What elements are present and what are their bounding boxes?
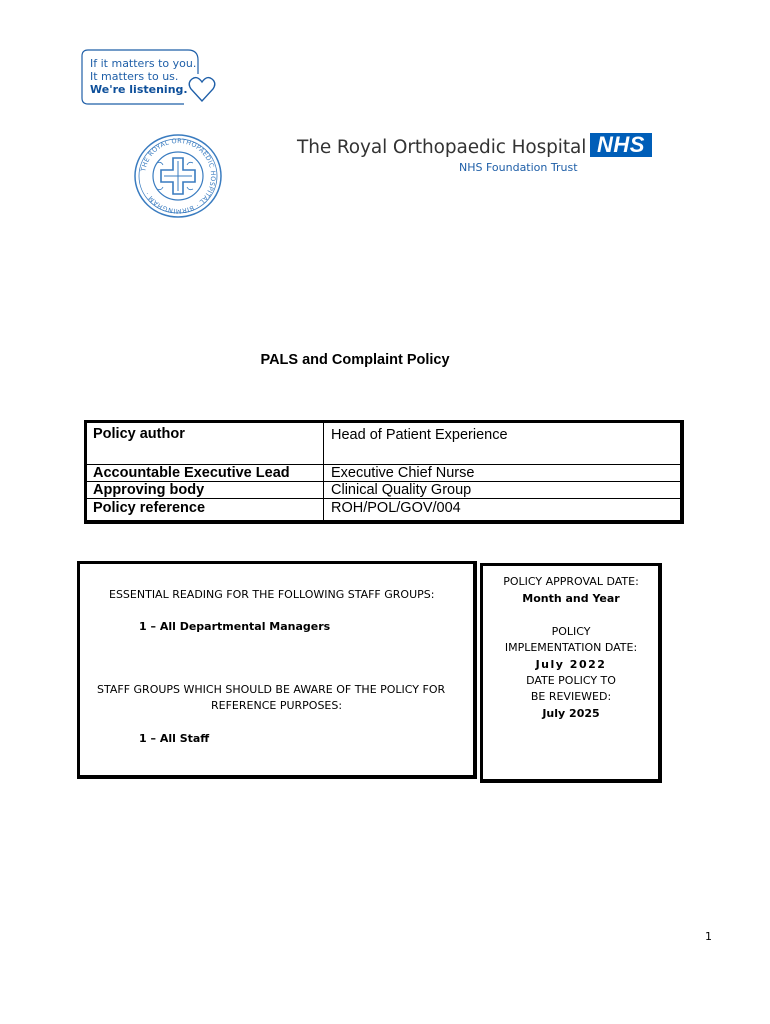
aware-group-1: 1 – All Staff <box>139 732 210 745</box>
hospital-name: The Royal Orthopaedic Hospital <box>297 137 587 158</box>
nhs-logo: NHS <box>590 133 652 157</box>
aware-heading-line-2: REFERENCE PURPOSES: <box>211 699 343 712</box>
executive-lead-label: Accountable Executive Lead <box>93 465 290 481</box>
document-title: PALS and Complaint Policy <box>260 352 450 368</box>
essential-reading-box <box>77 561 477 779</box>
review-date-value: July 2025 <box>542 707 600 720</box>
listening-badge <box>80 48 220 108</box>
implementation-date-value: July 2022 <box>535 658 607 671</box>
badge-line-3: We're listening. <box>90 83 188 96</box>
executive-lead-value: Executive Chief Nurse <box>331 465 475 481</box>
approval-date-value: Month and Year <box>522 592 620 605</box>
essential-heading: ESSENTIAL READING FOR THE FOLLOWING STAFF GROUPS: <box>109 588 435 601</box>
badge-line-2: It matters to us. <box>90 70 179 83</box>
trust-name: NHS Foundation Trust <box>459 161 578 174</box>
policy-author-value: Head of Patient Experience <box>331 427 508 443</box>
aware-heading-line-1: STAFF GROUPS WHICH SHOULD BE AWARE OF THE POLICY FOR <box>97 683 446 696</box>
seal-icon <box>133 133 223 219</box>
approval-date-label: POLICY APPROVAL DATE: <box>503 575 639 588</box>
policy-reference-value: ROH/POL/GOV/004 <box>331 500 461 516</box>
review-label-2: BE REVIEWED: <box>530 690 612 703</box>
review-label-1: DATE POLICY TO <box>526 674 616 687</box>
badge-line-1: If it matters to you. <box>90 57 197 70</box>
svg-text:THE ROYAL ORTHOPAEDIC HOSPITAL: THE ROYAL ORTHOPAEDIC HOSPITAL · BIRMINGHAM · <box>139 136 218 216</box>
implementation-label-1: POLICY <box>551 625 591 638</box>
approving-body-value: Clinical Quality Group <box>331 482 472 498</box>
heart-icon <box>188 74 216 104</box>
approving-body-label: Approving body <box>93 482 205 498</box>
policy-info-table <box>84 420 684 524</box>
policy-reference-label: Policy reference <box>93 500 206 516</box>
table-divider <box>323 423 324 520</box>
policy-author-label: Policy author <box>93 426 185 442</box>
row-divider <box>87 498 680 499</box>
essential-group-1: 1 – All Departmental Managers <box>139 620 331 633</box>
implementation-label-2: IMPLEMENTATION DATE: <box>504 641 638 654</box>
page-number: 1 <box>705 930 712 943</box>
policy-dates-box <box>480 563 662 783</box>
hospital-seal <box>133 133 223 219</box>
